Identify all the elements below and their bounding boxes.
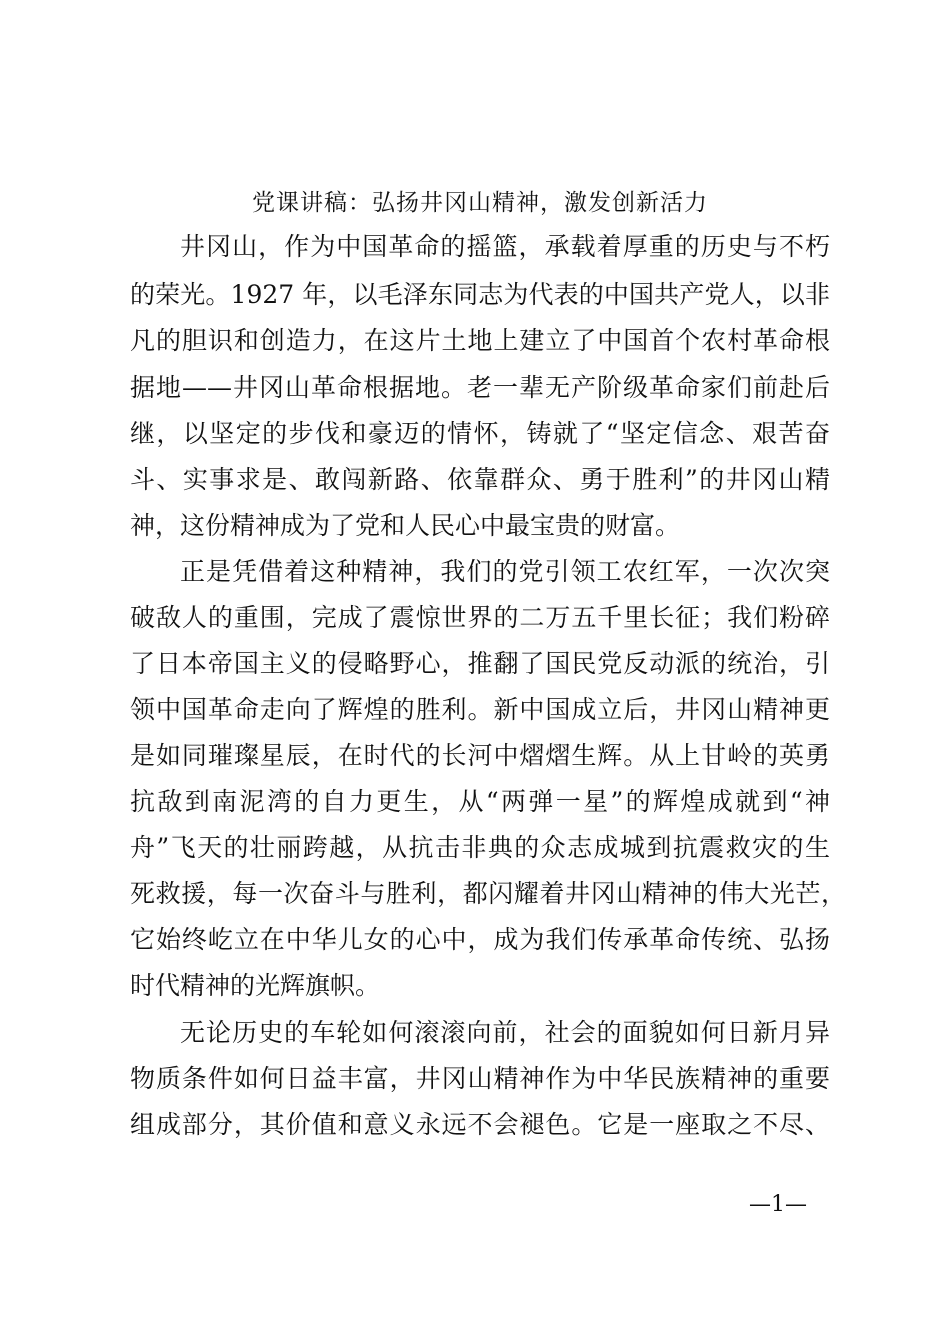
paragraph-1-line-5: 继，以坚定的步伐和豪迈的情怀，铸就了“坚定信念、艰苦奋 (130, 419, 830, 448)
paragraph-2-line-6: 抗敌到南泥湾的自力更生，从“两弹一星”的辉煌成就到“神 (130, 787, 830, 816)
paragraph-2-line-7: 舟”飞天的壮丽跨越，从抗击非典的众志成城到抗震救灾的生 (130, 833, 830, 862)
paragraph-2-line-1: 正是凭借着这种精神，我们的党引领工农红军，一次次突 (180, 557, 830, 586)
paragraph-2-line-2: 破敌人的重围，完成了震惊世界的二万五千里长征；我们粉碎 (130, 603, 830, 632)
paragraph-1-line-1: 井冈山，作为中国革命的摇篮，承载着厚重的历史与不朽 (180, 232, 830, 261)
paragraph-1-line-3: 凡的胆识和创造力，在这片土地上建立了中国首个农村革命根 (130, 326, 830, 355)
paragraph-2-line-4: 领中国革命走向了辉煌的胜利。新中国成立后，井冈山精神更 (130, 695, 830, 724)
paragraph-2-line-3: 了日本帝国主义的侵略野心，推翻了国民党反动派的统治，引 (130, 649, 830, 678)
paragraph-2-line-10: 时代精神的光辉旗帜。 (130, 971, 381, 1000)
paragraph-2-line-5: 是如同璀璨星辰，在时代的长河中熠熠生辉。从上甘岭的英勇 (130, 741, 830, 770)
paragraph-3-line-2: 物质条件如何日益丰富，井冈山精神作为中华民族精神的重要 (130, 1064, 830, 1093)
paragraph-1-line-2: 的荣光。1927 年，以毛泽东同志为代表的中国共产党人，以非 (130, 280, 830, 309)
paragraph-1-line-7: 神，这份精神成为了党和人民心中最宝贵的财富。 (130, 511, 681, 540)
document-title: 党课讲稿：弘扬井冈山精神，激发创新活力 (252, 190, 708, 216)
paragraph-1-line-6: 斗、实事求是、敢闯新路、依靠群众、勇于胜利”的井冈山精 (130, 465, 830, 494)
page-number: —1— (749, 1192, 807, 1217)
paragraph-3-line-1: 无论历史的车轮如何滚滚向前，社会的面貌如何日新月异 (180, 1018, 830, 1047)
paragraph-2-line-8: 死救援，每一次奋斗与胜利，都闪耀着井冈山精神的伟大光芒， (130, 879, 846, 908)
paragraph-3-line-3: 组成部分，其价值和意义永远不会褪色。它是一座取之不尽、 (130, 1110, 830, 1139)
paragraph-1-line-4: 据地——井冈山革命根据地。老一辈无产阶级革命家们前赴后 (130, 373, 830, 402)
paragraph-2-line-9: 它始终屹立在中华儿女的心中，成为我们传承革命传统、弘扬 (130, 925, 830, 954)
